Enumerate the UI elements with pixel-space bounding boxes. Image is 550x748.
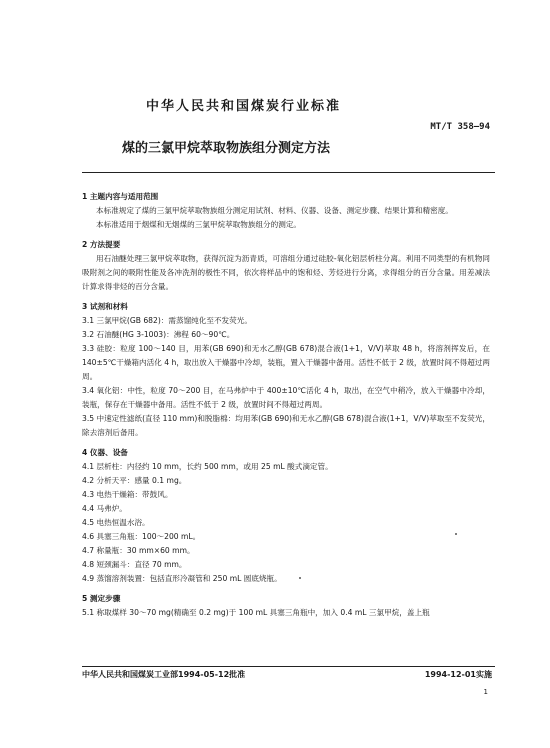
scan-speck — [299, 577, 301, 579]
section-3-item-2: 3.2 石油醚(HG 3-1003)：沸程 60～90℃。 — [82, 330, 235, 339]
section-4-item-6: 4.6 具塞三角瓶：100～200 mL。 — [82, 532, 201, 541]
section-4-item-1: 4.1 层析柱：内径约 10 mm，长约 500 mm，或用 25 mL 酸式滴定管。 — [82, 462, 333, 471]
section-3-heading: 3 试剂和材料 — [82, 302, 128, 311]
section-1-heading: 1 主题内容与适用范围 — [82, 192, 159, 201]
section-5-heading: 5 测定步骤 — [82, 594, 121, 603]
footer-rule — [82, 666, 495, 667]
section-2-heading: 2 方法提要 — [82, 240, 121, 249]
standard-number: MT/T 358—94 — [430, 122, 490, 132]
issuing-organization: 中华人民共和国煤炭行业标准 — [146, 99, 342, 114]
document-title: 煤的三氯甲烷萃取物族组分测定方法 — [122, 141, 331, 156]
section-4-item-5: 4.5 电热恒温水浴。 — [82, 518, 150, 527]
section-3-item-3: 3.3 硅胶：粒度 100～140 目，用苯(GB 690)和无水乙醇(GB 678)混合液(1+1，V/V)萃取 48 h，将溶剂挥发后，在 140±5℃干燥箱内活化 4 h，取出放入干燥器中冷却，装瓶，置入干燥器中备用。活性不低于 2 级，放置时间不得超过两周。 — [82, 344, 490, 381]
section-1-paragraph-2: 本标准适用于烟煤和无烟煤的三氯甲烷萃取物族组分的测定。 — [96, 220, 302, 229]
section-4-item-3: 4.3 电热干燥箱：带鼓风。 — [82, 490, 173, 499]
section-4-item-2: 4.2 分析天平：感量 0.1 mg。 — [82, 476, 187, 485]
section-3-item-1: 3.1 三氯甲烷(GB 682)：需蒸馏纯化至不发荧光。 — [82, 316, 252, 325]
section-4-item-4: 4.4 马弗炉。 — [82, 504, 127, 513]
section-1-paragraph-1: 本标准规定了煤的三氯甲烷萃取物族组分测定用试剂、材料、仪器、设备、测定步骤、结果计算和精密度。 — [96, 206, 453, 215]
document-body — [82, 190, 490, 620]
approval-line: 中华人民共和国煤炭工业部1994-05-12批准 — [82, 670, 246, 679]
section-4-item-9: 4.9 蒸馏溶剂装置：包括直形冷凝管和 250 mL 圆底烧瓶。 — [82, 574, 282, 583]
scan-speck — [455, 533, 457, 535]
section-4-heading: 4 仪器、设备 — [82, 448, 128, 457]
section-5-item-1: 5.1 称取煤样 30～70 mg(精确至 0.2 mg)于 100 mL 具塞三角瓶中，加入 0.4 mL 三氯甲烷，盖上瓶 — [82, 608, 430, 617]
section-4-item-8: 4.8 短颈漏斗：直径 70 mm。 — [82, 560, 187, 569]
header-rule — [82, 172, 495, 173]
section-3-item-4: 3.4 氧化铝：中性，粒度 70～200 目，在马弗炉中于 400±10℃活化 4 h，取出，在空气中稍冷，放入干燥器中冷却，装瓶，保存在干燥器中备用。活性不低于 2 级，放置时间不得超过两周。 — [82, 386, 490, 409]
section-2-paragraph-1: 用石油醚处理三氯甲烷萃取物，获得沉淀为沥青质，可溶组分通过硅胶-氧化铝层析柱分离。利用不同类型的有机物同吸附剂之间的吸附性能及各冲洗剂的极性不同，依次将样品中的饱和烃、芳烃进行分离，求得组分的百分含量。用差减法计算求得非烃的百分含量。 — [82, 254, 490, 291]
implementation-date: 1994-12-01实施 — [424, 670, 492, 679]
section-4-item-7: 4.7 称量瓶：30 mm×60 mm。 — [82, 546, 195, 555]
section-3-item-5: 3.5 中速定性滤纸(直径 110 mm)和脱脂棉：均用苯(GB 690)和无水乙醇(GB 678)混合液(1+1，V/V)萃取至不发荧光，除去溶剂后备用。 — [82, 414, 490, 437]
page-number: 1 — [483, 688, 488, 696]
